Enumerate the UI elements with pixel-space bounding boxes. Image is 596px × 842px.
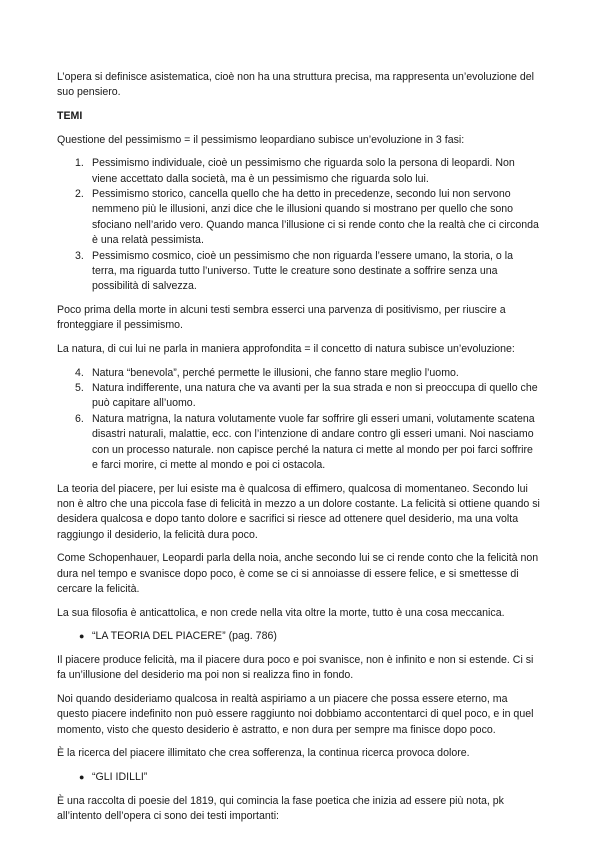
natura-intro-paragraph: La natura, di cui lui ne parla in maniera approfondita = il concetto di natura subisce un’evoluzione:	[57, 343, 515, 356]
list-number: 1.	[75, 157, 84, 170]
list-item	[57, 366, 540, 381]
ricerca-paragraph: È la ricerca del piacere illimitato che crea sofferenza, la continua ricerca provoca dolore.	[57, 747, 470, 760]
teoria-paragraph: La teoria del piacere, per lui esiste ma è qualcosa di effimero, qualcosa di momentaneo. Secondo lui non è altro che una piccola fase di felicità in mezzo a un dolore costante. La felicità si ottiene quando si desidera qualcosa e dopo tanto dolore e sacrifici si riesce ad ottenere quel desiderio, ma una volta raggiungo il desiderio, la felicità dura poco.	[57, 482, 540, 541]
list-number: 5.	[75, 382, 84, 395]
list-item-text: “GLI IDILLI”	[92, 771, 148, 784]
bullet-icon: ●	[79, 631, 85, 642]
list-number: 6.	[75, 412, 84, 425]
raccolta-paragraph: È una raccolta di poesie del 1819, qui comincia la fase poetica che inizia ad essere più nota, pk all’intento dell’opera ci sono dei testi importanti:	[57, 794, 504, 823]
list-item	[57, 249, 540, 295]
bullet-list-idilli	[57, 770, 540, 785]
poco-prima-paragraph: Poco prima della morte in alcuni testi sembra esserci una parvenza di positivismo, per riuscire a fronteggiare il pessimismo.	[57, 304, 506, 332]
list-item-text: Pessimismo storico, cancella quello che ha detto in precedenze, secondo lui non servono nemmeno più le illusioni, anzi dice che le illusioni quando si mostrano per quello che sono sfociano nell’arido vero. Quando manca l’illusione ci si rende conto che la realtà che ci circonda è una relatà pessimista.	[92, 188, 539, 247]
piacere-produce-paragraph: Il piacere produce felicità, ma il piacere dura poco e poi svanisce, non è infinito e non si estende. Ci si fa un’illusione del desiderio ma poi non si realizza fino in fondo.	[57, 654, 534, 682]
noi-quando-paragraph: Noi quando desideriamo qualcosa in realtà aspiriamo a un piacere che possa essere eterno, ma questo piacere indefinito non può essere raggiunto noi dobbiamo accontentarci di quel poco, e in quel momento, visto che questo desiderio è astratto, e non dura per sempre ma finisce dopo poco.	[57, 693, 534, 736]
list-item-text: Natura “benevola”, perché permette le illusioni, che fanno stare meglio l’uomo.	[92, 366, 459, 379]
pessimismo-intro-paragraph: Questione del pessimismo = il pessimismo leopardiano subisce un’evoluzione in 3 fasi:	[57, 133, 465, 146]
list-number: 3.	[75, 249, 84, 262]
bullet-list-teoria	[57, 629, 540, 644]
list-item	[57, 187, 540, 249]
list-item-text: Pessimismo individuale, cioè un pessimismo che riguarda solo la persona di leopardi. Non viene accettato dalla società, ma è un pessimismo che riguarda solo lui.	[92, 157, 515, 185]
list-item	[57, 381, 540, 412]
filosofia-paragraph: La sua filosofia è anticattolica, e non crede nella vita oltre la morte, tutto è una cosa meccanica.	[57, 606, 505, 619]
natura-list	[57, 366, 540, 474]
list-item	[57, 156, 540, 187]
list-item-text: “LA TEORIA DEL PIACERE” (pag. 786)	[92, 630, 277, 643]
list-item	[57, 629, 540, 644]
list-item-text: Natura matrigna, la natura volutamente vuole far soffrire gli esseri umani, volutamente scatena disastri naturali, malattie, ecc. con l’intenzione di andare contro gli esseri umani. Noi nasciamo con un processo naturale. non capisce perché la natura ci mette al mondo per poi farci soffrire e farci morire, ci mette al mondo e poi ci ostacola.	[92, 412, 535, 472]
section-heading-temi: TEMI	[57, 110, 83, 122]
list-item	[57, 412, 540, 474]
pessimismo-list	[57, 156, 540, 295]
list-number: 4.	[75, 366, 84, 379]
bullet-icon: ●	[79, 772, 85, 783]
intro-paragraph: L’opera si definisce asistematica, cioè non ha una struttura precisa, ma rappresenta un’evoluzione del suo pensiero.	[57, 71, 534, 99]
list-number: 2.	[75, 188, 84, 200]
schopenhauer-paragraph: Come Schopenhauer, Leopardi parla della noia, anche secondo lui se ci rende conto che la felicità non dura nel tempo e svanisce dopo poco, è come se ci si annoiasse di essere felice, e si smettesse di cercare la felicità.	[57, 552, 539, 596]
list-item-text: Pessimismo cosmico, cioè un pessimismo che non riguarda l’essere umano, la storia, o la terra, ma riguarda tutto l’universo. Tutte le creature sono destinate a soffrire senza una possibilità di salvezza.	[92, 249, 513, 293]
list-item-text: Natura indifferente, una natura che va avanti per la sua strada e non si preoccupa di quello che può capitare all’uomo.	[92, 382, 538, 410]
list-item	[57, 770, 540, 785]
